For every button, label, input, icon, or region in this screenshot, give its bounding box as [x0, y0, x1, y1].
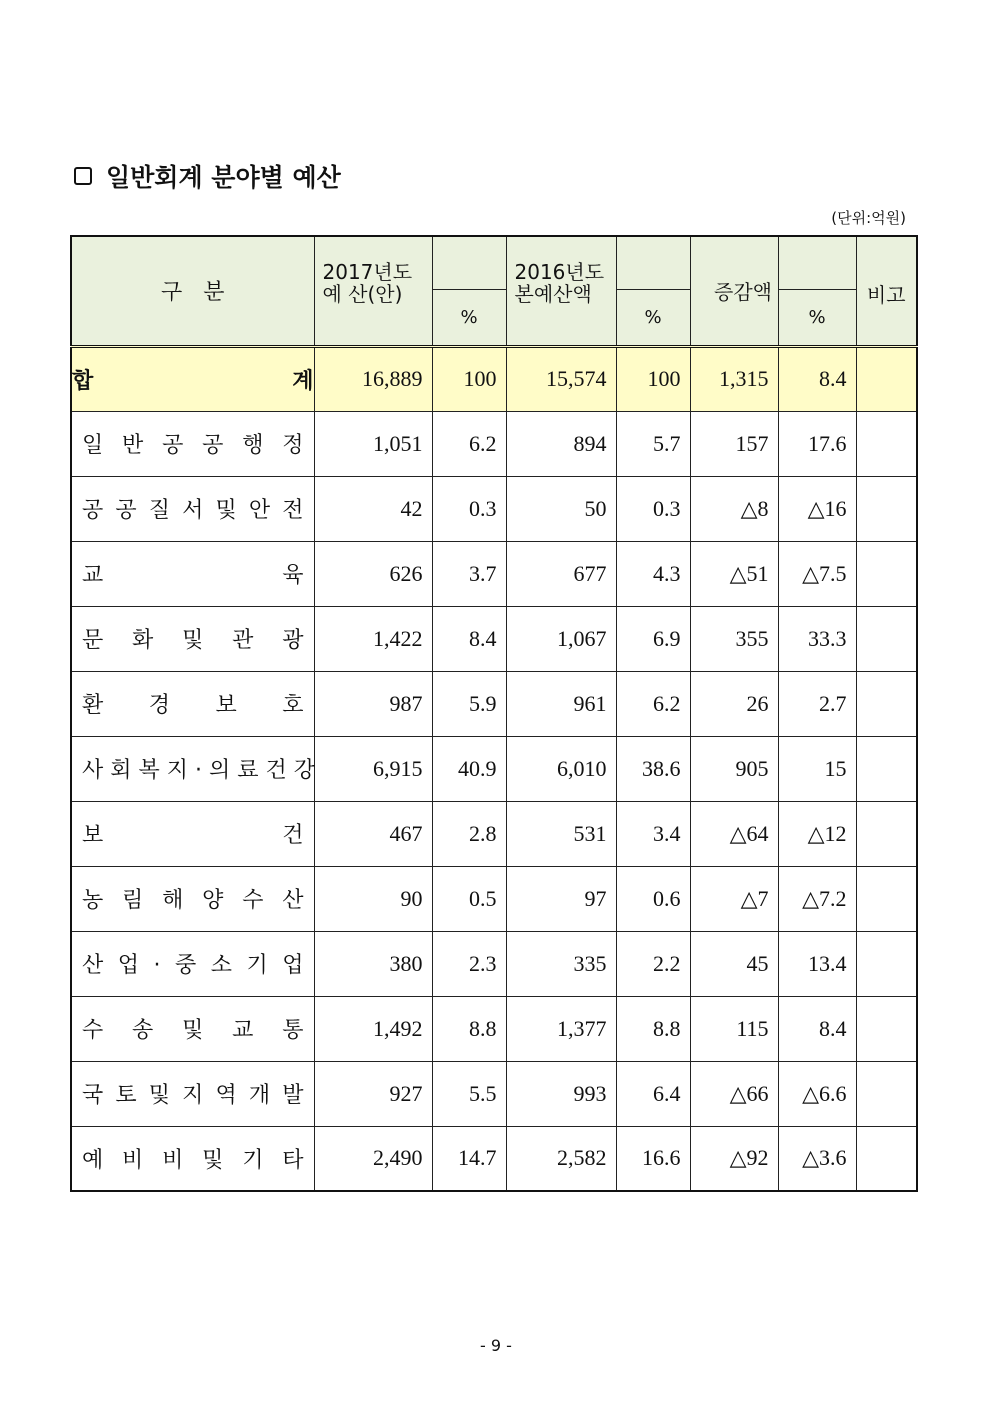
- cell-pct-2016: 8.8: [616, 996, 690, 1061]
- cell-budget-2016: 1,377: [506, 996, 616, 1061]
- cell-pct-diff: 8.4: [778, 346, 856, 411]
- cell-budget-2016: 894: [506, 411, 616, 476]
- cell-budget-2017: 467: [314, 801, 432, 866]
- cell-pct-diff: △3.6: [778, 1126, 856, 1191]
- cell-budget-2017: 987: [314, 671, 432, 736]
- cell-pct-2017: 8.4: [432, 606, 506, 671]
- cell-pct-2017: 5.9: [432, 671, 506, 736]
- cell-note: [856, 541, 917, 606]
- cell-pct-diff: 13.4: [778, 931, 856, 996]
- cell-pct-diff: 8.4: [778, 996, 856, 1061]
- cell-pct-2016: 16.6: [616, 1126, 690, 1191]
- cell-note: [856, 866, 917, 931]
- cell-budget-2017: 90: [314, 866, 432, 931]
- cell-note: [856, 411, 917, 476]
- cell-budget-2016: 335: [506, 931, 616, 996]
- data-rows: [71, 411, 917, 1191]
- cell-budget-2017: 16,889: [314, 346, 432, 411]
- cell-pct-2016: 0.3: [616, 476, 690, 541]
- table-row: [71, 931, 917, 996]
- cell-pct-2017: 2.3: [432, 931, 506, 996]
- table-row: [71, 1061, 917, 1126]
- section-title: [74, 158, 341, 194]
- cell-pct-2016: 2.2: [616, 931, 690, 996]
- cell-pct-2017: 5.5: [432, 1061, 506, 1126]
- table-row: [71, 736, 917, 801]
- row-label: 국 토 및 지 역 개 발: [71, 1061, 314, 1126]
- cell-budget-2017: 1,422: [314, 606, 432, 671]
- cell-pct-2016: 6.2: [616, 671, 690, 736]
- cell-pct-diff: △7.2: [778, 866, 856, 931]
- row-label: 합 계: [71, 346, 314, 411]
- row-label: 교 육: [71, 541, 314, 606]
- cell-pct-2017: 14.7: [432, 1126, 506, 1191]
- cell-pct-2016: 6.9: [616, 606, 690, 671]
- table-row: [71, 606, 917, 671]
- cell-diff: 26: [690, 671, 778, 736]
- header-diff-blank: [778, 236, 856, 289]
- cell-pct-2016: 4.3: [616, 541, 690, 606]
- cell-pct-2016: 5.7: [616, 411, 690, 476]
- cell-budget-2016: 993: [506, 1061, 616, 1126]
- row-label: 수 송 및 교 통: [71, 996, 314, 1061]
- header-category: 구 분: [71, 236, 314, 346]
- cell-pct-diff: 15: [778, 736, 856, 801]
- row-label: 문 화 및 관 광: [71, 606, 314, 671]
- cell-note: [856, 1061, 917, 1126]
- cell-budget-2016: 677: [506, 541, 616, 606]
- cell-pct-diff: △12: [778, 801, 856, 866]
- cell-pct-2017: 40.9: [432, 736, 506, 801]
- cell-diff: 1,315: [690, 346, 778, 411]
- cell-pct-2017: 100: [432, 346, 506, 411]
- cell-budget-2016: 15,574: [506, 346, 616, 411]
- row-label: 공 공 질 서 및 안 전: [71, 476, 314, 541]
- cell-note: [856, 1126, 917, 1191]
- cell-note: [856, 346, 917, 411]
- cell-budget-2017: 626: [314, 541, 432, 606]
- cell-pct-2016: 3.4: [616, 801, 690, 866]
- cell-pct-diff: 17.6: [778, 411, 856, 476]
- table-row: [71, 1126, 917, 1191]
- table-row-total: [71, 346, 917, 411]
- cell-note: [856, 476, 917, 541]
- cell-budget-2017: 1,492: [314, 996, 432, 1061]
- cell-budget-2017: 6,915: [314, 736, 432, 801]
- cell-budget-2016: 531: [506, 801, 616, 866]
- cell-pct-diff: 2.7: [778, 671, 856, 736]
- cell-budget-2016: 2,582: [506, 1126, 616, 1191]
- page-number: - 9 -: [480, 1336, 512, 1355]
- cell-pct-2017: 0.3: [432, 476, 506, 541]
- cell-pct-diff: 33.3: [778, 606, 856, 671]
- row-label: 농 림 해 양 수 산: [71, 866, 314, 931]
- cell-budget-2016: 97: [506, 866, 616, 931]
- cell-diff: 157: [690, 411, 778, 476]
- row-label: 환 경 보 호: [71, 671, 314, 736]
- cell-diff: △66: [690, 1061, 778, 1126]
- table-row: [71, 541, 917, 606]
- table-row: [71, 671, 917, 736]
- header-2017-pct: %: [432, 289, 506, 346]
- cell-budget-2016: 50: [506, 476, 616, 541]
- table-row: [71, 476, 917, 541]
- cell-diff: △64: [690, 801, 778, 866]
- cell-note: [856, 606, 917, 671]
- cell-pct-2017: 8.8: [432, 996, 506, 1061]
- cell-diff: 45: [690, 931, 778, 996]
- cell-diff: 905: [690, 736, 778, 801]
- cell-note: [856, 931, 917, 996]
- cell-diff: △92: [690, 1126, 778, 1191]
- header-2016: 2016년도 본예산액: [506, 236, 616, 346]
- cell-note: [856, 671, 917, 736]
- header-2017-blank: [432, 236, 506, 289]
- cell-diff: 355: [690, 606, 778, 671]
- table-row: [71, 801, 917, 866]
- cell-note: [856, 736, 917, 801]
- budget-table: [70, 235, 918, 1192]
- section-title-text: 일반회계 분야별 예산: [106, 163, 341, 192]
- checkbox-icon: [74, 167, 92, 185]
- cell-pct-2017: 2.8: [432, 801, 506, 866]
- cell-pct-2016: 6.4: [616, 1061, 690, 1126]
- table-row: [71, 866, 917, 931]
- cell-pct-diff: △16: [778, 476, 856, 541]
- header-2016-pct: %: [616, 289, 690, 346]
- cell-pct-2016: 0.6: [616, 866, 690, 931]
- cell-budget-2017: 2,490: [314, 1126, 432, 1191]
- cell-budget-2017: 927: [314, 1061, 432, 1126]
- cell-note: [856, 996, 917, 1061]
- cell-pct-diff: △7.5: [778, 541, 856, 606]
- cell-pct-2017: 0.5: [432, 866, 506, 931]
- row-label: 보 건: [71, 801, 314, 866]
- row-label: 사 회 복 지 · 의 료 건 강: [71, 736, 314, 801]
- cell-budget-2016: 1,067: [506, 606, 616, 671]
- header-2017: 2017년도 예 산(안): [314, 236, 432, 346]
- table-row: [71, 411, 917, 476]
- cell-budget-2016: 6,010: [506, 736, 616, 801]
- unit-label: (단위:억원): [831, 209, 906, 227]
- header-diff-pct: %: [778, 289, 856, 346]
- cell-budget-2017: 42: [314, 476, 432, 541]
- cell-diff: △7: [690, 866, 778, 931]
- cell-pct-diff: △6.6: [778, 1061, 856, 1126]
- header-diff: 증감액: [690, 236, 778, 346]
- row-label: 일 반 공 공 행 정: [71, 411, 314, 476]
- cell-pct-2017: 3.7: [432, 541, 506, 606]
- cell-pct-2016: 38.6: [616, 736, 690, 801]
- header-2016-blank: [616, 236, 690, 289]
- cell-diff: 115: [690, 996, 778, 1061]
- cell-budget-2017: 380: [314, 931, 432, 996]
- row-label: 산 업 · 중 소 기 업: [71, 931, 314, 996]
- cell-diff: △51: [690, 541, 778, 606]
- cell-note: [856, 801, 917, 866]
- cell-budget-2017: 1,051: [314, 411, 432, 476]
- cell-pct-2016: 100: [616, 346, 690, 411]
- table-row: [71, 996, 917, 1061]
- cell-diff: △8: [690, 476, 778, 541]
- cell-pct-2017: 6.2: [432, 411, 506, 476]
- row-label: 예 비 비 및 기 타: [71, 1126, 314, 1191]
- header-note: 비고: [856, 236, 917, 346]
- cell-budget-2016: 961: [506, 671, 616, 736]
